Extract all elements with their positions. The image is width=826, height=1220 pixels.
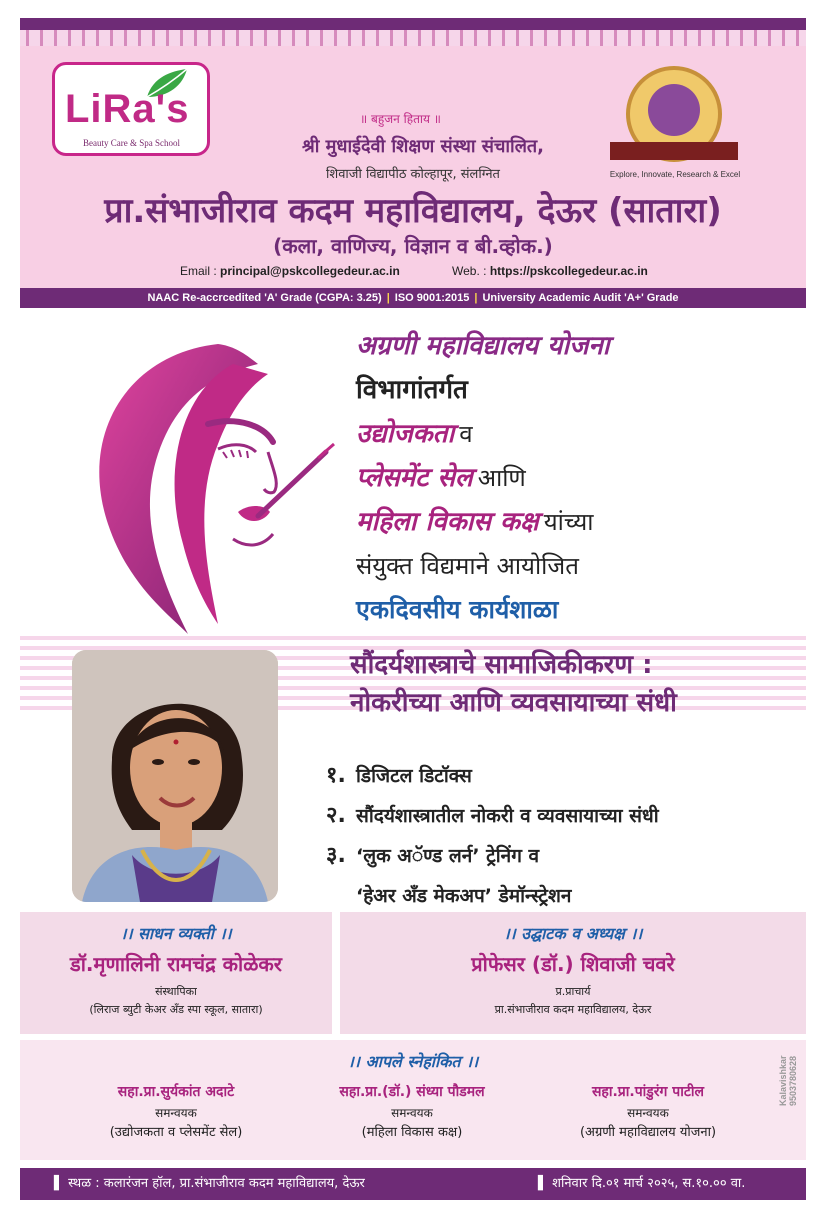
faculties: (कला, वाणिज्य, विज्ञान व बी.व्होक.)	[273, 234, 553, 258]
iso-cert: ISO 9001:2015	[394, 292, 470, 304]
resource-person-card	[20, 912, 332, 1034]
coordinator-name: सहा.प्रा.पांडुरंग पाटील	[591, 1084, 705, 1100]
jointly-organized-line: संयुक्त विद्यमाने आयोजित	[356, 552, 579, 580]
theme-line-2: नोकरीच्या आणि व्यवसायाच्या संधी	[350, 688, 677, 718]
coordinator-name: सहा.प्रा.(डॉ.) संध्या पौडमल	[339, 1084, 485, 1100]
woman-face-illustration	[68, 334, 338, 634]
chief-guest-title: प्र.प्राचार्य	[555, 985, 591, 998]
organizer-line-entrepreneurship: उद्योजकता व	[356, 419, 473, 449]
coordinator-card	[292, 1082, 532, 1140]
chief-guest-name: प्रोफेसर (डॉ.) शिवाजी चवरे	[471, 952, 675, 976]
email-contact[interactable]: Email : principal@pskcollegedeur.ac.in	[180, 264, 400, 278]
theme-line-1: सौंदर्यशास्त्राचे सामाजिकीकरण :	[350, 650, 653, 680]
department-line: विभागांतर्गत	[356, 375, 468, 405]
speaker-photo	[72, 650, 278, 902]
college-header	[20, 46, 806, 288]
organizer-line-placement: प्लेसमेंट सेल आणि	[356, 463, 526, 493]
poster	[20, 18, 806, 1200]
seal-tagline: Explore, Innovate, Research & Excel	[609, 170, 741, 179]
programme-description	[356, 324, 796, 632]
resource-person-organization: (लिराज ब्युटी केअर अँड स्पा स्कूल, सातारा)	[89, 1003, 263, 1016]
logo-name: LiRa's	[65, 87, 190, 131]
decorative-pattern-band	[20, 30, 806, 46]
coordinator-role: समन्वयक	[155, 1106, 197, 1120]
accreditation-bar: NAAC Re-accrcedited 'A' Grade (CGPA: 3.25) | ISO 9001:2015 | University Academic Audit 'A+' Grade	[20, 288, 806, 308]
society-name: श्री मुधाईदेवी शिक्षण संस्था संचालित,	[301, 136, 545, 157]
resource-person-title: संस्थापिका	[155, 985, 197, 998]
designer-credit: Kalavishkar 9503780628	[778, 1055, 798, 1106]
college-name: प्रा.संभाजीराव कदम महाविद्यालय, देऊर (सातारा)	[104, 191, 722, 231]
coordinators-section	[20, 1040, 806, 1160]
organizer-line-women-cell: महिला विकास कक्ष यांच्या	[356, 507, 594, 537]
seal-ribbon	[610, 142, 738, 160]
coordinator-cell: (अग्रणी महाविद्यालय योजना)	[579, 1125, 717, 1140]
coordinators-heading: ।। आपले स्नेहांकित ।।	[347, 1052, 479, 1071]
resource-person-role: ।। साधन व्यक्ती ।।	[120, 924, 232, 943]
topic-list	[326, 756, 796, 916]
scheme-name: अग्रणी महाविद्यालय योजना	[356, 331, 610, 361]
venue-date-bar	[20, 1168, 806, 1200]
logo-tagline: Beauty Care & Spa School	[83, 138, 180, 148]
coordinator-cell: (उद्योजकता व प्लेसमेंट सेल)	[109, 1125, 243, 1140]
coordinator-cell: (महिला विकास कक्ष)	[361, 1125, 463, 1140]
event-date: ▌ शनिवार दि.०१ मार्च २०२५, स.१०.०० वा.	[538, 1176, 746, 1191]
naac-grade: NAAC Re-accrcedited 'A' Grade (CGPA: 3.25)	[147, 292, 382, 304]
topic-item: १. डिजिटल डिटॉक्स	[326, 763, 472, 788]
seal-emblem	[648, 84, 700, 136]
chief-guest-role: ।। उद्घाटक व अध्यक्ष ।।	[503, 924, 643, 943]
workshop-theme	[350, 646, 800, 722]
venue: ▌ स्थळ : कलारंजन हॉल, प्रा.संभाजीराव कदम महाविद्यालय, देऊर	[54, 1176, 365, 1191]
top-strip	[20, 18, 806, 30]
speaker-portrait-icon	[72, 650, 278, 902]
chief-guest-organization: प्रा.संभाजीराव कदम महाविद्यालय, देऊर	[494, 1003, 652, 1016]
audit-grade: University Academic Audit 'A+' Grade	[482, 292, 679, 304]
coordinator-card	[528, 1082, 768, 1140]
coordinator-role: समन्वयक	[627, 1106, 669, 1120]
coordinator-card	[56, 1082, 296, 1140]
coordinator-name: सहा.प्रा.सुर्यकांत अदाटे	[117, 1084, 235, 1100]
topic-item: ३. ‘लुक अॅण्ड लर्न’ ट्रेनिंग व	[326, 843, 540, 868]
topic-item: २. सौंदर्यशास्त्रातील नोकरी व व्यवसायाच्या संधी	[326, 803, 659, 828]
chief-guest-card	[340, 912, 806, 1034]
web-contact[interactable]: Web. : https://pskcollegedeur.ac.in	[452, 264, 648, 278]
resource-person-name: डॉ.मृणालिनी रामचंद्र कोळेकर	[70, 952, 282, 976]
motto: ॥ बहुजन हिताय ॥	[360, 112, 441, 126]
coordinator-role: समन्वयक	[391, 1106, 433, 1120]
topic-item-continuation: ‘हेअर अँड मेकअप’ डेमॉन्स्ट्रेशन	[356, 885, 572, 907]
workshop-type: एकदिवसीय कार्यशाळा	[356, 595, 559, 624]
university-affiliation: शिवाजी विद्यापीठ कोल्हापूर, संलग्नित	[326, 167, 500, 182]
